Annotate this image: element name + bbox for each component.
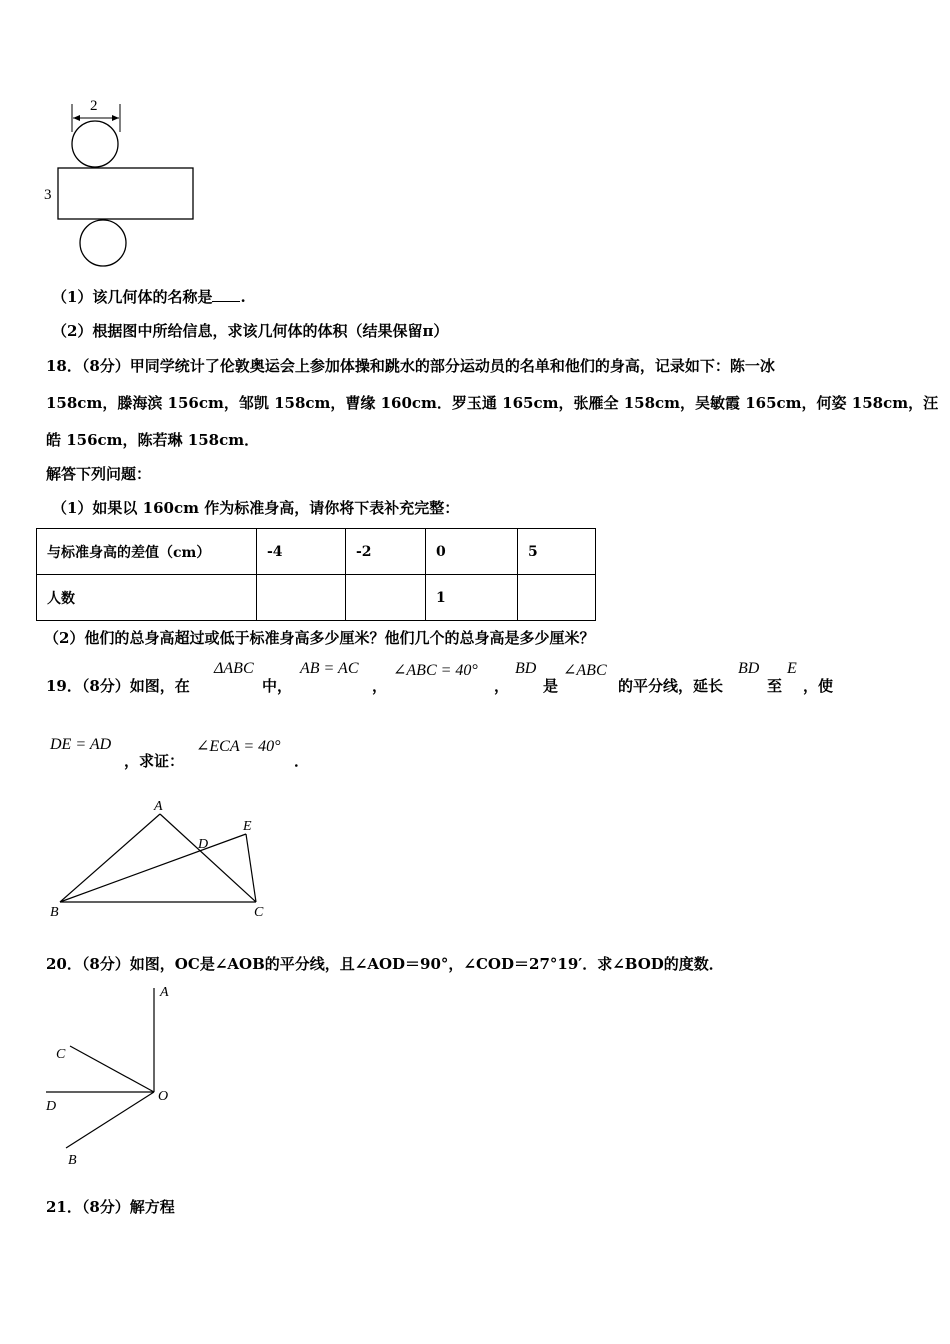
- q19-triangle: ΔABC: [214, 660, 254, 677]
- q17-part1: （1）该几何体的名称是 .: [52, 288, 246, 306]
- table-cell: [518, 575, 596, 621]
- table-cell: [346, 575, 426, 621]
- ray-ob: [66, 1092, 154, 1148]
- answer-blank: [212, 301, 240, 302]
- label-e: E: [243, 819, 252, 834]
- table-cell: 人数: [37, 575, 257, 621]
- label-b: B: [50, 905, 59, 920]
- table-row: [37, 529, 596, 575]
- label-d: D: [198, 837, 209, 852]
- q19-t6: 至: [767, 677, 783, 695]
- table-cell: 0: [426, 529, 518, 575]
- q18-line2: 158cm，滕海滨 156cm，邹凯 158cm，曹缘 160cm．罗玉通 165cm，张雁全 158cm，吴敏霞 165cm，何姿 158cm，汪: [46, 394, 939, 412]
- table-cell: 与标准身高的差值（cm）: [37, 529, 257, 575]
- q19-angle1: ∠ABC = 40°: [393, 662, 478, 679]
- angle-aob-figure: [40, 980, 190, 1170]
- q19-t9: ．: [294, 752, 310, 770]
- q19-bd: BD: [515, 660, 537, 677]
- dimension-arrowhead-right: [112, 115, 119, 121]
- q18-answer-intro: 解答下列问题：: [46, 465, 152, 483]
- label-a: A: [154, 799, 163, 814]
- table-cell: 5: [518, 529, 596, 575]
- table-cell: -2: [346, 529, 426, 575]
- top-view-circle: [72, 121, 118, 167]
- q19-angle2: ∠ABC: [563, 662, 607, 679]
- label-c: C: [254, 905, 264, 920]
- q19-e: E: [787, 660, 797, 677]
- table-cell: 1: [426, 575, 518, 621]
- q19-eq1: AB = AC: [300, 660, 359, 677]
- segment-ab: [60, 814, 160, 902]
- segment-ac: [160, 814, 256, 902]
- triangle-abc-figure: [40, 796, 280, 924]
- segment-ec: [246, 834, 256, 902]
- q21-text: 21．（8分）解方程: [46, 1198, 175, 1216]
- q19-t5: 的平分线，延长: [618, 677, 724, 695]
- q18-part1: （1）如果以 160cm 作为标准身高，请你将下表补充完整：: [52, 499, 460, 517]
- dimension-arrowhead-left: [73, 115, 80, 121]
- q18-line1: 18．（8分）甲同学统计了伦敦奥运会上参加体操和跳水的部分运动员的名单和他们的身高，记录如下：陈一冰: [46, 357, 775, 375]
- label-d: D: [46, 1099, 57, 1114]
- table-row: [37, 575, 596, 621]
- label-b: B: [68, 1153, 77, 1168]
- q19-t2: ，: [372, 677, 388, 695]
- front-view-rectangle: [58, 168, 193, 219]
- q19-angle3: ∠ECA = 40°: [196, 738, 281, 755]
- q18-line3: 皓 156cm，陈若琳 158cm．: [46, 431, 260, 449]
- q19-t1: 中，: [262, 677, 293, 695]
- height-difference-table: [36, 528, 596, 621]
- q20-text: 20．（8分）如图，OC是∠AOB的平分线，且∠AOD＝90°，∠COD＝27°19′．求∠BOD的度数．: [46, 955, 724, 973]
- label-a: A: [160, 985, 169, 1000]
- cylinder-three-view-figure: [40, 92, 210, 274]
- table-cell: [257, 575, 346, 621]
- height-label: 3: [44, 187, 52, 203]
- q19-t8: ，求证：: [124, 752, 185, 770]
- q19-t7: ，使: [803, 677, 834, 695]
- width-label: 2: [90, 98, 98, 114]
- q19-eq2: DE = AD: [50, 736, 112, 753]
- label-o: O: [158, 1089, 169, 1104]
- bottom-view-circle: [80, 220, 126, 266]
- q19-bd2: BD: [738, 660, 760, 677]
- table-cell: -4: [257, 529, 346, 575]
- q19-t3: ，: [494, 677, 510, 695]
- q17-part2: （2）根据图中所给信息，求该几何体的体积（结果保留π）: [52, 322, 449, 340]
- q19-prefix: 19．（8分）如图，在: [46, 677, 190, 695]
- label-c: C: [56, 1047, 66, 1062]
- q19-t4: 是: [543, 677, 559, 695]
- q18-part2: （2）他们的总身高超过或低于标准身高多少厘米？他们几个的总身高是多少厘米？: [44, 629, 595, 647]
- ray-oc: [70, 1046, 154, 1092]
